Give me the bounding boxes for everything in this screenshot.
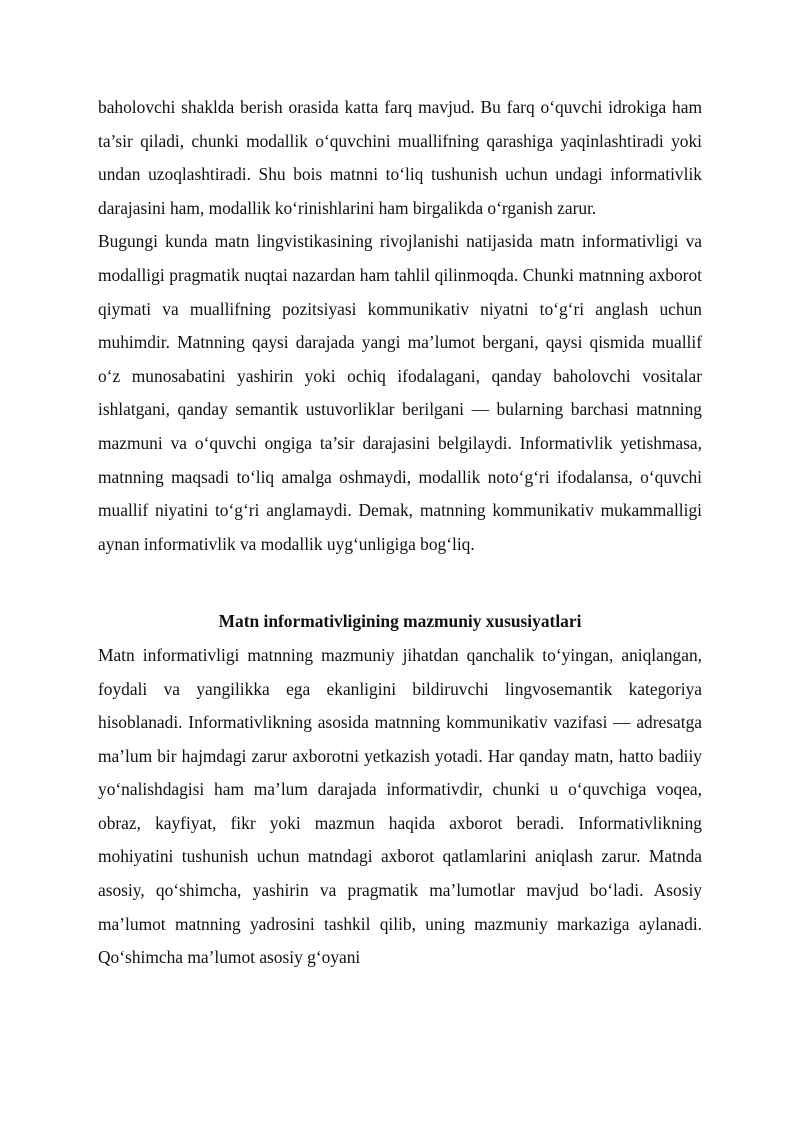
paragraph-pragmatic-analysis: Bugungi kunda matn lingvistikasining rivojlanishi natijasida matn informativligi va modalligi pragmatik nuqtai nazardan ham tahlil qilinmoqda. Chunki matnning axborot qiymati va muallifning pozitsiyasi kommunikativ niyatni to‘g‘ri anglash uchun muhimdir. Matnning qaysi darajada yangi ma’lumot bergani, qaysi qismida muallif o‘z munosabatini yashirin yoki ochiq ifodalagani, qanday baholovchi vositalar ishlatgani, qanday semantik ustuvorliklar berilgani — bularning barchasi matnning mazmuni va o‘quvchi ongiga ta’sir darajasini belgilaydi. Informativlik yetishmasa, matnning maqsadi to‘liq amalga oshmaydi, modallik noto‘g‘ri ifodalansa, o‘quvchi muallif niyatini to‘g‘ri anglamaydi. Demak, matnning kommunikativ mukammalligi aynan informativlik va modallik uyg‘unligiga bog‘liq. [98,231,702,554]
paragraph-informativity-definition: Matn informativligi matnning mazmuniy jihatdan qanchalik to‘yingan, aniqlangan, foydali va yangilikka ega ekanligini bildiruvchi lingvosemantik kategoriya hisoblanadi. Informativlikning asosida matnning kommunikativ vazifasi — adresatga ma’lum bir hajmdagi zarur axborotni yetkazish yotadi. Har qanday matn, hatto badiiy yo‘nalishdagisi ham ma’lum darajada informativdir, chunki u o‘quvchiga voqea, obraz, kayfiyat, fikr yoki mazmun haqida axborot beradi. Informativlikning mohiyatini tushunish uchun matndagi axborot qatlamlarini aniqlash zarur. Matnda asosiy, qo‘shimcha, yashirin va pragmatik ma’lumotlar mavjud bo‘ladi. Asosiy ma’lumot matnning yadrosini tashkil qilib, uning mazmuniy markaziga aylanadi. Qo‘shimcha ma’lumot asosiy g‘oyani [98,644,702,968]
section-heading: Matn informativligining mazmuniy xususiyatlari [218,611,582,632]
paragraph-continuation: baholovchi shaklda berish orasida katta farq mavjud. Bu farq o‘quvchi idrokiga ham ta’sir qiladi, chunki modallik o‘quvchini muallifning qarashiga yaqinlashtiradi yoki undan uzoqlashtiradi. Shu bois matnni to‘liq tushunish uchun undagi informativlik darajasini ham, modallik ko‘rinishlarini ham birgalikda o‘rganish zarur. [98,97,702,218]
